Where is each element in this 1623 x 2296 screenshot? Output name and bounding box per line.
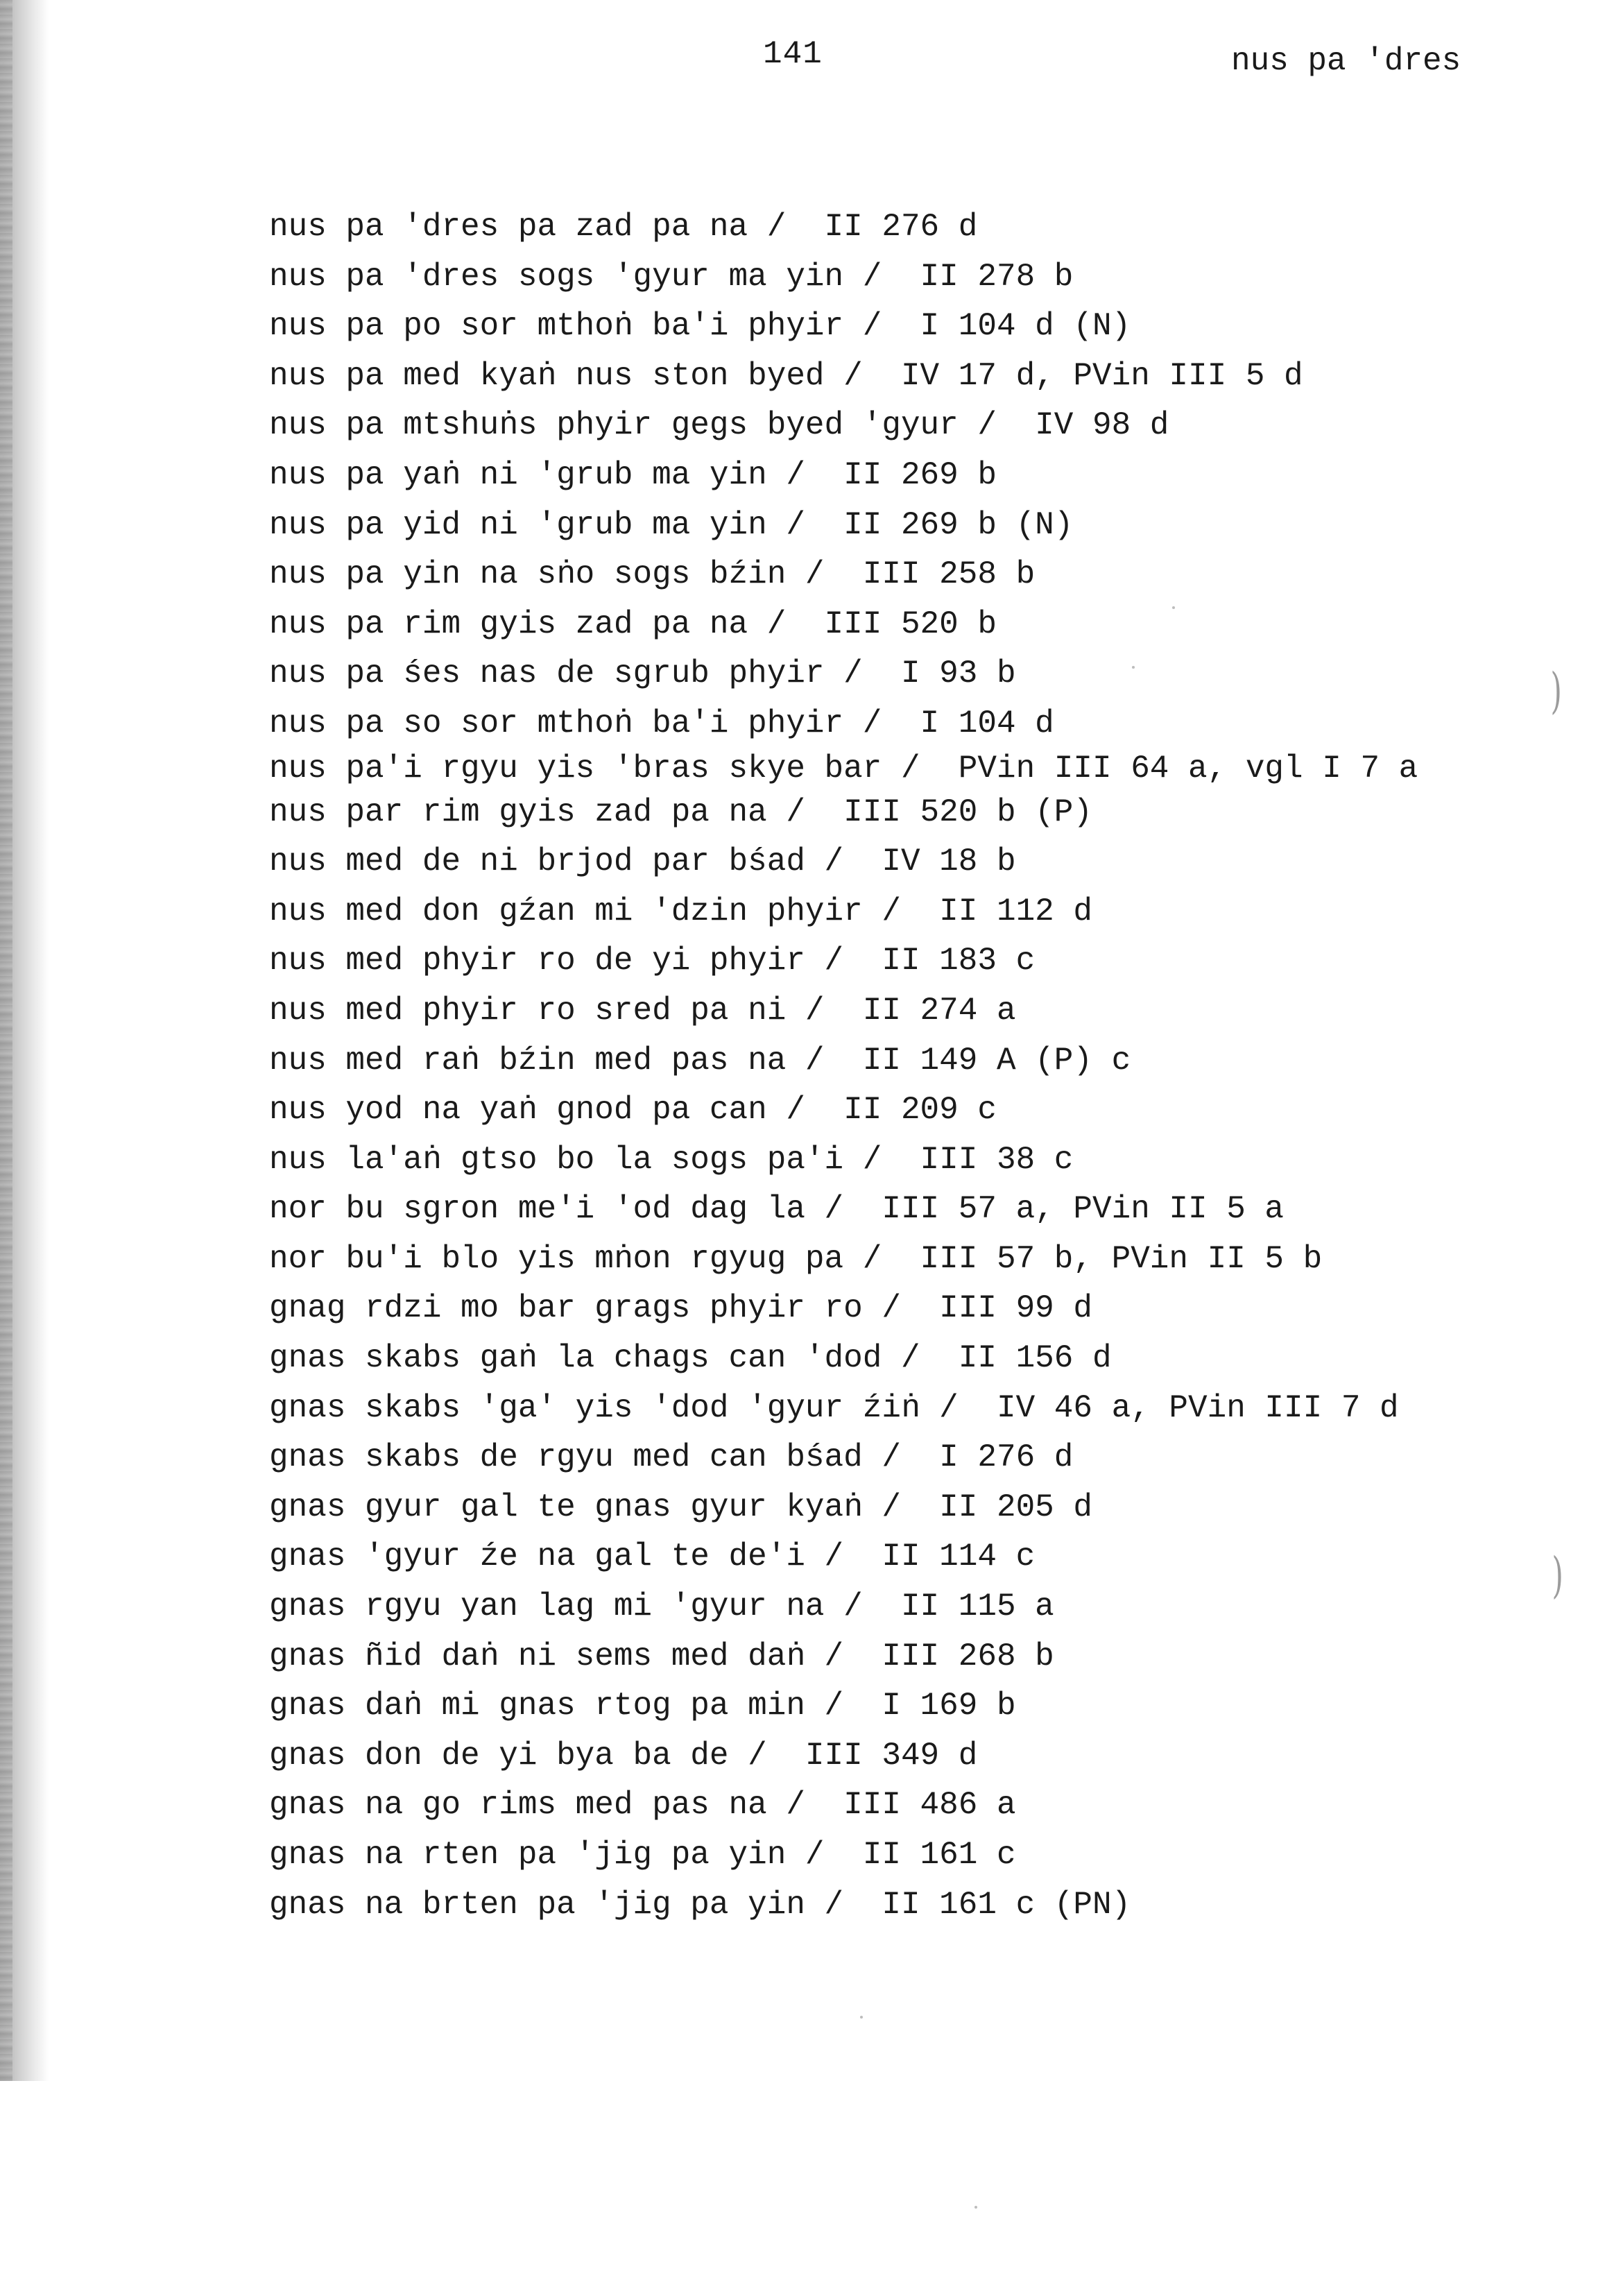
index-entry: gnas na rten pa 'jig pa yin / II 161 c [269,1837,1016,1873]
index-entry: nus pa 'dres sogs 'gyur ma yin / II 278 b [269,258,1074,295]
index-entry-list [269,203,1573,1930]
index-entry: nus par rim gyis zad pa na / III 520 b (P) [269,794,1092,830]
index-entry: nus pa yid ni 'grub ma yin / II 269 b (N) [269,506,1074,543]
index-entry: nus pa yin na sṅo sogs bźin / III 258 b [269,556,1036,593]
index-entry: nus pa yaṅ ni 'grub ma yin / II 269 b [269,456,997,493]
margin-mark: ) [1550,662,1562,719]
index-entry: gnag rdzi mo bar grags phyir ro / III 99 d [269,1290,1092,1327]
index-entry: gnas skabs gaṅ la chags can 'dod / II 156 d [269,1340,1112,1377]
scan-speck [974,2206,977,2209]
index-entry: nus med phyir ro de yi phyir / II 183 c [269,943,1036,979]
index-entry: gnas na brten pa 'jig pa yin / II 161 c (PN) [269,1886,1131,1923]
index-entry: nus yod na yaṅ gnod pa can / II 209 c [269,1092,997,1129]
index-entry: nus pa med kyaṅ nus ston byed / IV 17 d, PVin III 5 d [269,357,1303,394]
index-entry: gnas skabs 'ga' yis 'dod 'gyur źiṅ / IV 46 a, PVin III 7 d [269,1389,1399,1426]
index-entry: gnas rgyu yan lag mi 'gyur na / II 115 a [269,1588,1054,1625]
index-entry: nus pa'i rgyu yis 'bras skye bar / PVin III 64 a, vgl I 7 a [269,750,1418,787]
index-entry: nor bu sgron me'i 'od dag la / III 57 a, PVin II 5 a [269,1191,1285,1228]
index-entry: nus med phyir ro sred pa ni / II 274 a [269,992,1016,1029]
scan-speck [1172,606,1175,609]
index-entry: gnas gyur gal te gnas gyur kyaṅ / II 205 d [269,1489,1092,1525]
margin-mark: ) [1552,1547,1563,1604]
index-entry: gnas na go rims med pas na / III 486 a [269,1787,1016,1824]
index-entry: nus pa rim gyis zad pa na / III 520 b [269,606,997,642]
scan-speck [860,2016,863,2019]
index-entry: nus med raṅ bźin med pas na / II 149 A (P) c [269,1042,1131,1079]
page-number: 141 [763,36,823,72]
index-entry: nus pa so sor mthoṅ ba'i phyir / I 104 d [269,705,1054,742]
index-entry: gnas skabs de rgyu med can bśad / I 276 d [269,1439,1074,1476]
index-entry: nor bu'i blo yis mṅon rgyug pa / III 57 b, PVin II 5 b [269,1240,1323,1277]
index-entry: nus pa 'dres pa zad pa na / II 276 d [269,209,978,245]
index-entry: nus med de ni brjod par bśad / IV 18 b [269,843,1016,880]
index-entry: nus pa śes nas de sgrub phyir / I 93 b [269,656,1016,692]
index-entry: nus pa mtshuṅs phyir gegs byed 'gyur / IV 98 d [269,407,1169,444]
index-entry: nus la'aṅ gtso bo la sogs pa'i / III 38 c [269,1141,1074,1178]
scanned-binding-edge [0,0,49,2081]
scan-speck [1132,666,1135,669]
running-head: nus pa 'dres [1231,43,1461,79]
index-entry: gnas ñid daṅ ni sems med daṅ / III 268 b [269,1638,1054,1674]
index-entry: gnas 'gyur źe na gal te de'i / II 114 c [269,1539,1036,1575]
index-entry: gnas daṅ mi gnas rtog pa min / I 169 b [269,1688,1016,1724]
index-entry: nus med don gźan mi 'dzin phyir / II 112 d [269,893,1092,929]
index-entry: nus pa po sor mthoṅ ba'i phyir / I 104 d (N) [269,308,1131,345]
index-entry: gnas don de yi bya ba de / III 349 d [269,1737,978,1774]
